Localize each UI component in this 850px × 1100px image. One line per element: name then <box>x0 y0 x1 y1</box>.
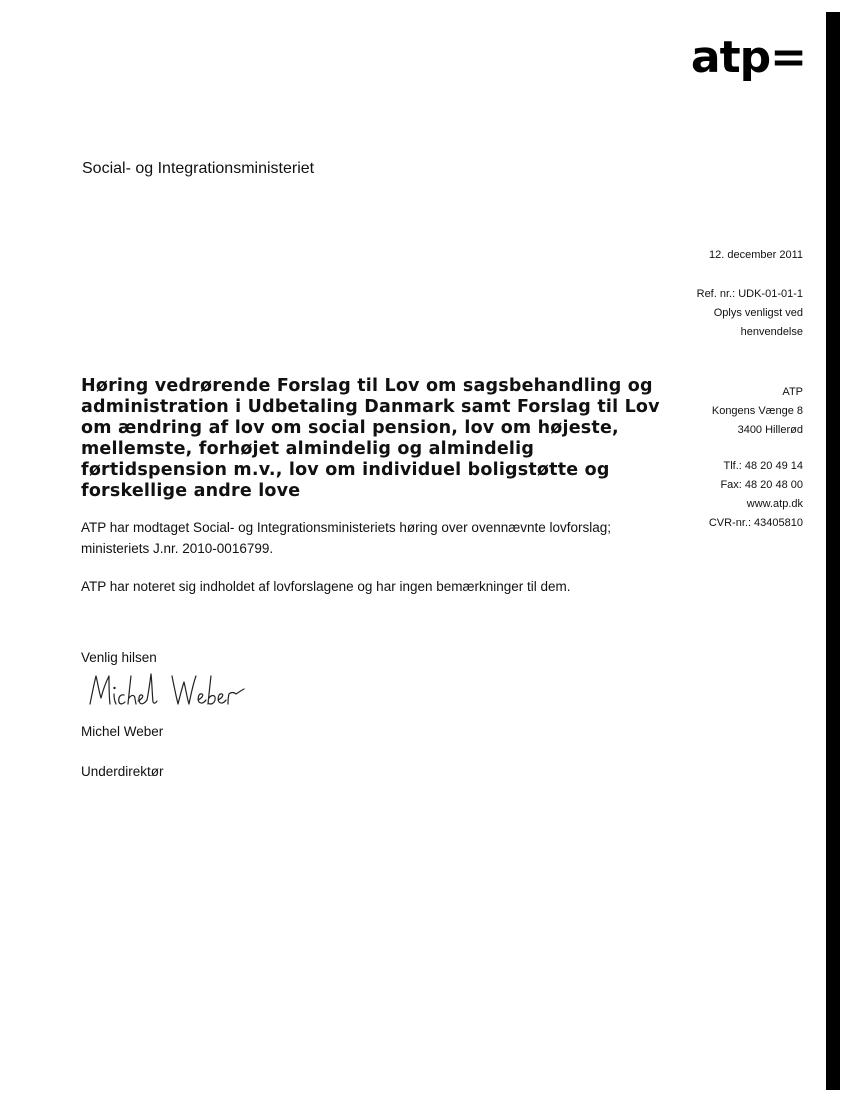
scan-edge-bar <box>826 12 840 1090</box>
sender-phone: Tlf.: 48 20 49 14 <box>723 460 803 472</box>
reference-note-line-1: Oplys venligst ved <box>713 307 803 319</box>
sender-fax: Fax: 48 20 48 00 <box>720 479 803 491</box>
letter-subject: Høring vedrørende Forslag til Lov om sagsbehandling og administration i Udbetaling Danmark samt Forslag til Lov om ændring af lov om social pension, lov om højeste, mellemste, forhøjet almindelig og almindelig førtidspension m.v., lov om individuel boligstøtte og forskellige andre love <box>81 376 660 501</box>
reference-block <box>697 285 803 342</box>
sender-city: 3400 Hillerød <box>737 424 803 436</box>
atp-logo: atp= <box>690 32 806 83</box>
body-paragraph-1: ATP har modtaget Social- og Integrationsministeriets høring over ovennævnte lovforslag; ministeriets J.nr. 2010-0016799. <box>81 520 612 556</box>
handwritten-signature <box>86 668 246 712</box>
sender-contact-block <box>709 457 803 533</box>
sender-cvr: CVR-nr.: 43405810 <box>708 517 803 529</box>
body-paragraph-2: ATP har noteret sig indholdet af lovforslagene og har ingen bemærkninger til dem. <box>81 579 571 594</box>
closing-greeting: Venlig hilsen <box>81 650 157 665</box>
sender-website: www.atp.dk <box>746 498 803 510</box>
letter-date-block <box>709 246 803 265</box>
sender-address-block <box>712 383 803 440</box>
reference-note-line-2: henvendelse <box>740 326 803 338</box>
sender-name: ATP <box>782 386 803 398</box>
reference-number: Ref. nr.: UDK-01-01-1 <box>696 288 803 300</box>
signatory-name: Michel Weber <box>81 724 164 739</box>
signatory-title: Underdirektør <box>81 764 164 779</box>
letter-date: 12. december 2011 <box>709 249 803 261</box>
sender-street: Kongens Vænge 8 <box>711 405 803 417</box>
recipient-name: Social- og Integrationsministeriet <box>82 160 315 177</box>
